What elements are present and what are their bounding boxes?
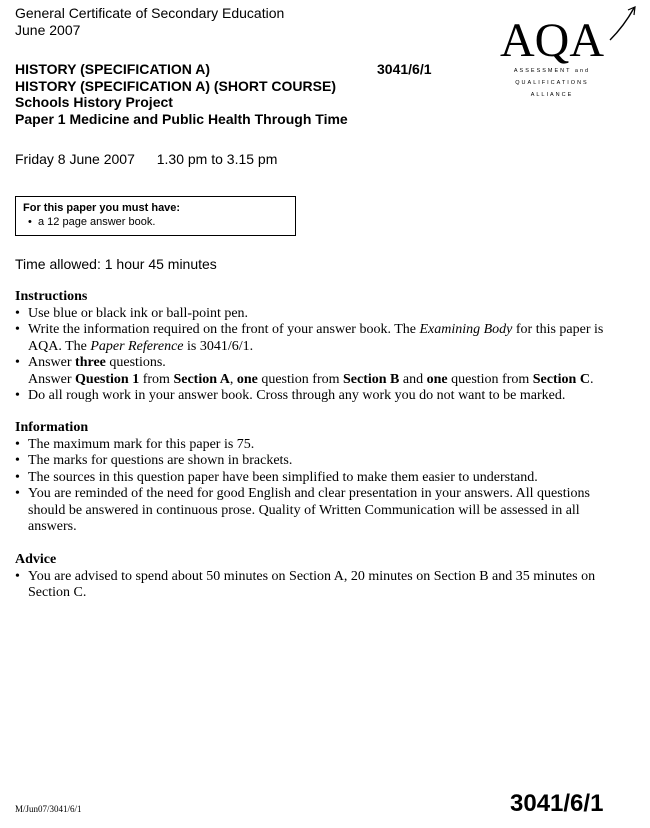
title-line-4: Paper 1 Medicine and Public Health Through Time	[15, 110, 348, 127]
specification-code: 3041/6/1	[377, 61, 432, 77]
bullet-icon: •	[15, 568, 20, 584]
bullet-icon: •	[15, 469, 20, 485]
exam-date-time	[15, 151, 295, 167]
list-item: • Use blue or black ink or ball-point pen.	[15, 305, 249, 321]
bullet-icon: •	[15, 453, 20, 468]
exam-time: 1.30 pm to 3.15 pm	[156, 151, 278, 167]
exam-date: Friday 8 June 2007	[15, 151, 135, 167]
materials-title: For this paper you must have:	[23, 202, 181, 214]
logo-letters: AQA	[500, 14, 604, 66]
bullet-icon: •	[15, 388, 20, 403]
aqa-logo-mark	[492, 4, 642, 66]
bullet-icon: •	[15, 305, 20, 321]
list-item: • You are advised to spend about 50 minutes on Section A, 20 minutes on Section B and 35 minutes on Section C.	[15, 568, 596, 600]
bullet-icon: •	[15, 436, 20, 452]
bullet-icon: •	[15, 486, 20, 501]
aqa-logo	[492, 4, 642, 104]
materials-item-text: a 12 page answer book.	[38, 216, 156, 228]
information-section	[15, 420, 615, 536]
qualification-title: General Certificate of Secondary Education	[15, 5, 285, 21]
advice-list	[15, 569, 615, 602]
information-list	[15, 437, 615, 536]
list-item: • Write the information required on the front of your answer book. The Examining Body for this paper is AQA. The Paper Reference is 3041/6/1.	[15, 322, 604, 354]
bullet-icon: •	[15, 355, 20, 370]
logo-tagline-3: ALLIANCE	[530, 92, 574, 98]
title-line-2: HISTORY (SPECIFICATION A) (SHORT COURSE)	[15, 77, 336, 94]
advice-heading: Advice	[15, 552, 57, 567]
instructions-heading: Instructions	[15, 289, 88, 304]
bullet-icon: •	[28, 216, 32, 228]
advice-section	[15, 552, 615, 602]
information-heading: Information	[15, 420, 89, 435]
title-line-1: HISTORY (SPECIFICATION A)	[15, 61, 210, 77]
footer-reference: M/Jun07/3041/6/1	[15, 804, 82, 814]
footer-paper-code: 3041/6/1	[510, 790, 604, 817]
instructions-list	[15, 306, 615, 405]
logo-tagline-1: ASSESSMENT and	[513, 68, 591, 74]
logo-tagline-2: QUALIFICATIONS	[515, 80, 589, 86]
bullet-icon: •	[15, 322, 20, 337]
instructions-section	[15, 289, 615, 405]
materials-item	[23, 215, 288, 230]
title-line-3: Schools History Project	[15, 94, 173, 110]
materials-box	[15, 196, 296, 236]
paper-titles	[15, 61, 348, 127]
list-item: • The maximum mark for this paper is 75.	[15, 436, 255, 452]
list-item: • The marks for questions are shown in brackets.	[15, 453, 293, 468]
list-item: • You are reminded of the need for good English and clear presentation in your answers. All questions should be answered in continuous prose. Quality of Written Communication will be assessed in all answers.	[15, 486, 590, 534]
time-allowed: Time allowed: 1 hour 45 minutes	[15, 256, 217, 272]
exam-header	[15, 5, 284, 39]
list-item: • The sources in this question paper have been simplified to make them easier to understand.	[15, 469, 538, 485]
list-item: • Do all rough work in your answer book. Cross through any work you do not want to be marked.	[15, 388, 566, 403]
exam-session: June 2007	[15, 22, 81, 38]
list-item: • Answer three questions. Answer Question 1 from Section A, one question from Section B and one question from Section C.	[15, 355, 594, 387]
